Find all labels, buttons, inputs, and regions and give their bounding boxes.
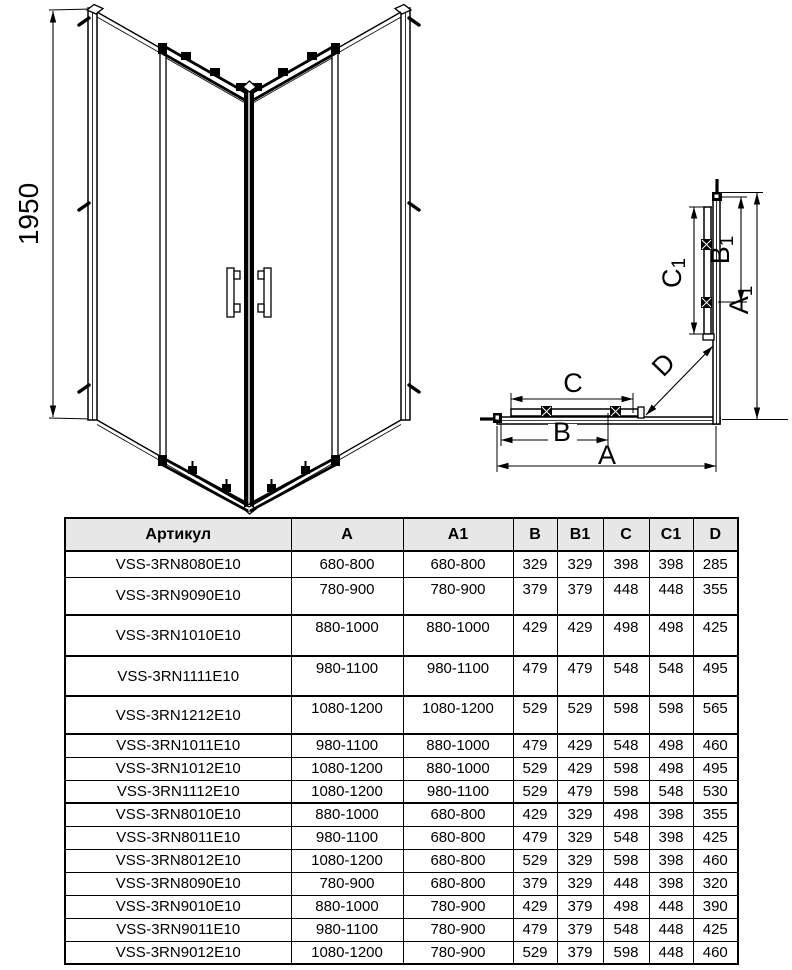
table-row xyxy=(65,734,738,757)
front-height-label: 1950 xyxy=(13,182,44,246)
cell-c: 598 xyxy=(603,757,649,780)
left-top-rail xyxy=(158,43,250,104)
col-header-b: B xyxy=(513,518,557,551)
plan-bottom-door xyxy=(511,406,644,418)
cell-c1: 448 xyxy=(649,941,693,964)
cell-b1: 329 xyxy=(557,803,603,826)
cell-d: 320 xyxy=(693,872,738,895)
spec-table xyxy=(64,517,739,965)
dim-label-a1: A1 xyxy=(724,285,757,315)
right-bottom-rail xyxy=(250,455,340,511)
cell-a1: 780-900 xyxy=(403,895,513,918)
cell-article: VSS-3RN1012E10 xyxy=(65,757,291,780)
cell-d: 460 xyxy=(693,849,738,872)
cell-article: VSS-3RN8090E10 xyxy=(65,872,291,895)
cell-c1: 498 xyxy=(649,757,693,780)
cell-c1: 498 xyxy=(649,615,693,656)
dimension-a xyxy=(497,426,716,472)
cell-c: 498 xyxy=(603,615,649,656)
cell-b1: 379 xyxy=(557,941,603,964)
table-row xyxy=(65,780,738,803)
cell-c1: 598 xyxy=(649,696,693,734)
cell-article: VSS-3RN8012E10 xyxy=(65,849,291,872)
cell-d: 530 xyxy=(693,780,738,803)
cell-b: 429 xyxy=(513,803,557,826)
dim-label-b: B xyxy=(552,417,572,447)
table-row xyxy=(65,656,738,696)
cell-b: 429 xyxy=(513,895,557,918)
cell-d: 565 xyxy=(693,696,738,734)
cell-d: 355 xyxy=(693,803,738,826)
dim-label-a: A xyxy=(597,440,617,470)
cell-a: 1080-1200 xyxy=(291,780,403,803)
table-row xyxy=(65,941,738,964)
cell-c1: 448 xyxy=(649,895,693,918)
cell-b: 529 xyxy=(513,941,557,964)
cell-b: 479 xyxy=(513,826,557,849)
cell-article: VSS-3RN9011E10 xyxy=(65,918,291,941)
cell-c1: 398 xyxy=(649,872,693,895)
cell-article: VSS-3RN9010E10 xyxy=(65,895,291,918)
spec-table-header-row xyxy=(65,518,738,551)
cell-b1: 379 xyxy=(557,577,603,615)
cell-article: VSS-3RN9012E10 xyxy=(65,941,291,964)
cell-article: VSS-3RN8011E10 xyxy=(65,826,291,849)
cell-c: 448 xyxy=(603,577,649,615)
cell-d: 495 xyxy=(693,757,738,780)
table-row xyxy=(65,826,738,849)
table-row xyxy=(65,577,738,615)
col-header-a1: A1 xyxy=(403,518,513,551)
cell-b: 529 xyxy=(513,696,557,734)
cell-c: 548 xyxy=(603,918,649,941)
cell-b1: 329 xyxy=(557,872,603,895)
table-row xyxy=(65,872,738,895)
cell-a1: 1080-1200 xyxy=(403,696,513,734)
cell-c1: 398 xyxy=(649,849,693,872)
cell-c: 598 xyxy=(603,780,649,803)
cell-c1: 548 xyxy=(649,780,693,803)
cell-b: 429 xyxy=(513,615,557,656)
cell-b1: 329 xyxy=(557,551,603,577)
cell-d: 285 xyxy=(693,551,738,577)
cell-b: 529 xyxy=(513,849,557,872)
cell-a: 880-1000 xyxy=(291,895,403,918)
cell-a1: 880-1000 xyxy=(403,757,513,780)
dim-label-c1: C1 xyxy=(657,257,690,289)
cell-d: 495 xyxy=(693,656,738,696)
cell-b: 479 xyxy=(513,918,557,941)
height-dimension xyxy=(13,9,92,419)
cell-b: 529 xyxy=(513,780,557,803)
table-row xyxy=(65,757,738,780)
cell-c: 398 xyxy=(603,551,649,577)
cell-d: 460 xyxy=(693,734,738,757)
cell-article: VSS-3RN1010E10 xyxy=(65,615,291,656)
cell-b: 379 xyxy=(513,872,557,895)
fixed-panel-top-edges xyxy=(97,12,401,54)
cell-a: 980-1100 xyxy=(291,656,403,696)
dim-label-d: D xyxy=(645,347,682,383)
cell-d: 390 xyxy=(693,895,738,918)
cell-a: 780-900 xyxy=(291,872,403,895)
table-row xyxy=(65,696,738,734)
col-header-a: A xyxy=(291,518,403,551)
cell-c1: 548 xyxy=(649,656,693,696)
col-header-article: Артикул xyxy=(65,518,291,551)
cell-a: 680-800 xyxy=(291,551,403,577)
cell-article: VSS-3RN9090E10 xyxy=(65,577,291,615)
cell-a: 980-1100 xyxy=(291,734,403,757)
cell-b1: 379 xyxy=(557,895,603,918)
cell-c1: 398 xyxy=(649,803,693,826)
cell-c: 598 xyxy=(603,696,649,734)
cell-article: VSS-3RN1111E10 xyxy=(65,656,291,696)
cell-c: 548 xyxy=(603,826,649,849)
cell-a1: 680-800 xyxy=(403,826,513,849)
cell-a: 980-1100 xyxy=(291,918,403,941)
cell-c1: 448 xyxy=(649,918,693,941)
cell-c1: 398 xyxy=(649,551,693,577)
cell-b1: 529 xyxy=(557,696,603,734)
cell-a1: 780-900 xyxy=(403,577,513,615)
dim-label-c: C xyxy=(563,368,583,398)
cell-d: 460 xyxy=(693,941,738,964)
cell-a: 1080-1200 xyxy=(291,849,403,872)
col-header-c: C xyxy=(603,518,649,551)
cell-article: VSS-3RN1112E10 xyxy=(65,780,291,803)
spec-table-body xyxy=(65,551,738,964)
cell-b1: 479 xyxy=(557,656,603,696)
cell-c1: 448 xyxy=(649,577,693,615)
cell-a: 1080-1200 xyxy=(291,941,403,964)
cell-b: 379 xyxy=(513,577,557,615)
cell-a: 780-900 xyxy=(291,577,403,615)
cell-a1: 780-900 xyxy=(403,941,513,964)
front-view xyxy=(13,5,419,515)
cell-a1: 880-1000 xyxy=(403,615,513,656)
left-door-handle xyxy=(227,268,240,317)
cell-a1: 880-1000 xyxy=(403,734,513,757)
col-header-c1: C1 xyxy=(649,518,693,551)
cell-b1: 379 xyxy=(557,918,603,941)
table-row xyxy=(65,918,738,941)
cell-b1: 429 xyxy=(557,757,603,780)
plan-view xyxy=(480,179,788,472)
left-bottom-rail xyxy=(158,455,248,511)
right-wall-profile xyxy=(395,5,419,421)
plan-right-door xyxy=(701,207,714,340)
cell-c1: 398 xyxy=(649,826,693,849)
cell-c: 498 xyxy=(603,895,649,918)
right-door-handle xyxy=(258,268,271,317)
cell-a: 880-1000 xyxy=(291,615,403,656)
table-row xyxy=(65,849,738,872)
cell-a: 1080-1200 xyxy=(291,757,403,780)
cell-b: 479 xyxy=(513,656,557,696)
cell-c: 548 xyxy=(603,734,649,757)
cell-b: 529 xyxy=(513,757,557,780)
dim-label-b1: B1 xyxy=(705,235,738,265)
table-row xyxy=(65,895,738,918)
cell-a1: 980-1100 xyxy=(403,656,513,696)
cell-c: 598 xyxy=(603,941,649,964)
dimension-d xyxy=(646,346,713,415)
cell-d: 355 xyxy=(693,577,738,615)
right-door-stile xyxy=(332,47,338,458)
table-row xyxy=(65,551,738,577)
cell-c: 548 xyxy=(603,656,649,696)
cell-c1: 498 xyxy=(649,734,693,757)
cell-article: VSS-3RN1011E10 xyxy=(65,734,291,757)
left-door-stile xyxy=(160,47,166,458)
cell-a: 1080-1200 xyxy=(291,696,403,734)
cell-a1: 680-800 xyxy=(403,849,513,872)
table-row xyxy=(65,615,738,656)
cell-b1: 329 xyxy=(557,826,603,849)
cell-b1: 429 xyxy=(557,615,603,656)
cell-article: VSS-3RN8080E10 xyxy=(65,551,291,577)
cell-a1: 680-800 xyxy=(403,551,513,577)
cell-b: 479 xyxy=(513,734,557,757)
cell-article: VSS-3RN1212E10 xyxy=(65,696,291,734)
cell-b1: 479 xyxy=(557,780,603,803)
cell-b1: 429 xyxy=(557,734,603,757)
cell-a1: 680-800 xyxy=(403,872,513,895)
cell-a: 880-1000 xyxy=(291,803,403,826)
cell-a1: 780-900 xyxy=(403,918,513,941)
cell-a: 980-1100 xyxy=(291,826,403,849)
cell-a1: 680-800 xyxy=(403,803,513,826)
cell-d: 425 xyxy=(693,615,738,656)
cell-c: 598 xyxy=(603,849,649,872)
col-header-b1: B1 xyxy=(557,518,603,551)
cell-a1: 980-1100 xyxy=(403,780,513,803)
cell-d: 425 xyxy=(693,826,738,849)
right-top-rail xyxy=(248,43,340,104)
table-row xyxy=(65,803,738,826)
corner-post xyxy=(243,81,256,514)
cell-article: VSS-3RN8010E10 xyxy=(65,803,291,826)
col-header-d: D xyxy=(693,518,738,551)
cell-b1: 329 xyxy=(557,849,603,872)
cell-c: 498 xyxy=(603,803,649,826)
dimension-a1 xyxy=(722,193,788,420)
cell-b: 329 xyxy=(513,551,557,577)
cell-c: 448 xyxy=(603,872,649,895)
left-wall-profile xyxy=(79,5,103,421)
cell-d: 425 xyxy=(693,918,738,941)
